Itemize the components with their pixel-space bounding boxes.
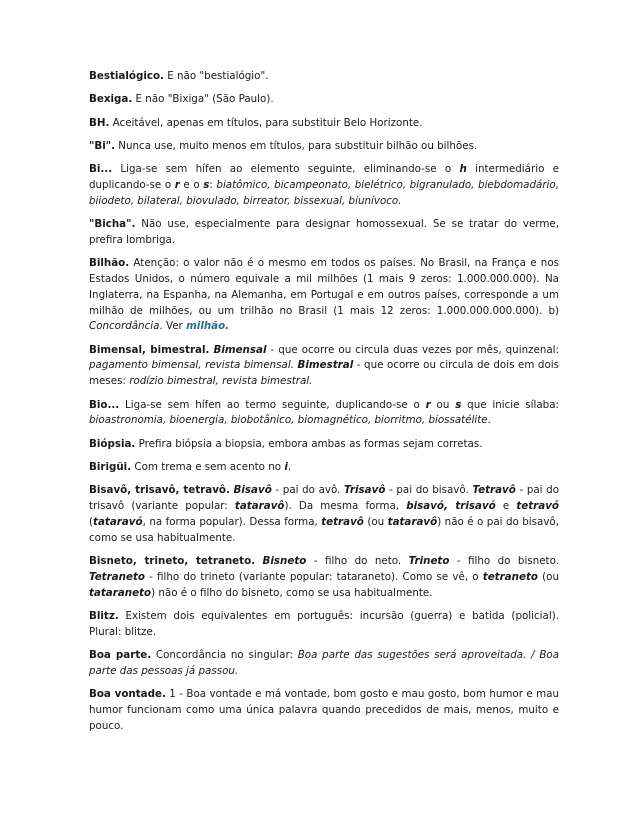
entry-blitz — [89, 609, 559, 641]
entry-bi-quoted — [89, 139, 559, 155]
example-text: biatômico, bicampeonato, bielétrico, bigranulado, biebdomadário, biiodeto, bilateral, biovulado, birreator, bissexual, biunívoco. — [89, 178, 559, 207]
definition-text: ou — [430, 398, 456, 411]
emphasis-term: bisavó, trisavó — [406, 500, 496, 513]
entry-bilhao — [89, 256, 559, 335]
example-text: pagamento bimensal, revista bimensal. — [89, 359, 294, 372]
definition-text: Liga-se sem hífen ao termo seguinte, duplicando-se o — [119, 398, 426, 411]
definition-text: Prefira biópsia a biopsia, embora ambas as formas sejam corretas. — [135, 437, 483, 450]
entry-bh — [89, 116, 559, 132]
emphasis-term: i — [284, 460, 288, 473]
definition-text: ) não é o pai do bisavô, como se usa habitualmente. — [89, 515, 559, 544]
emphasis-term: s — [455, 398, 462, 411]
definition-text: ( — [89, 515, 94, 528]
definition-text: ). Da mesma forma, — [284, 500, 407, 513]
emphasis-term: Tetravô — [472, 484, 516, 497]
entry-term: Bilhão. — [89, 257, 130, 270]
entry-term: Bi... — [89, 163, 113, 176]
emphasis-term: Bisavô — [233, 484, 272, 497]
entry-term: Boa parte. — [89, 648, 152, 661]
example-text: Boa parte das sugestões será aproveitada. / Boa parte das pessoas já passou. — [89, 648, 560, 677]
definition-text: Nunca use, muito menos em títulos, para substituir bilhão ou bilhões. — [115, 139, 478, 152]
emphasis-term: h — [459, 163, 467, 176]
emphasis-term: tetraneto — [482, 570, 538, 583]
definition-text: Liga-se sem hífen ao elemento seguinte, eliminando-se o — [112, 163, 460, 176]
entry-term: Boa vontade. — [89, 688, 166, 700]
definition-text: Atenção: o valor não é o mesmo em todos os países. No Brasil, na França e nos Estados Unidos, o número equivale a mil milhões (1 mais 9 zeros: 1.000.000.000). Na Inglaterra, na Espanha, na Alemanha, em Portugal e em outros países, corresponde a um milhão de milhões, ou um trilhão no Brasil (1 mais 12 zeros: 1.000.000.000.000). b) — [89, 257, 559, 317]
entry-term: Bimensal, bimestral. — [89, 343, 210, 356]
entry-term: Bexiga. — [89, 93, 133, 106]
entry-bicha — [89, 217, 559, 249]
definition-text: Aceitável, apenas em títulos, para substituir Belo Horizonte. — [109, 116, 423, 129]
definition-text: e o — [179, 178, 204, 191]
emphasis-term: tetravô — [321, 515, 364, 528]
example-text: bioastronomia, bioenergia, biobotânico, biomagnético, biorritmo, biossatélite — [89, 414, 488, 427]
entry-term: "Bicha". — [89, 218, 136, 231]
definition-text: - filho do trineto (variante popular: tataraneto). Como se vê, o — [144, 570, 483, 583]
entry-boa-parte — [89, 648, 559, 680]
definition-text: , na forma popular). Dessa forma, — [142, 515, 322, 528]
example-text: Concordância — [89, 320, 160, 333]
entry-birigui — [89, 460, 559, 476]
definition-text: Com trema e sem acento no — [131, 460, 285, 473]
emphasis-term: Bisneto — [262, 554, 307, 567]
entry-bi-prefix — [89, 162, 559, 209]
entry-bestialogico — [89, 69, 559, 85]
definition-text: - filho do neto. — [306, 554, 409, 567]
definition-text: - pai do bisavô. — [385, 484, 473, 497]
entry-term: Bestialógico. — [89, 70, 164, 82]
definition-text: e — [495, 500, 517, 513]
definition-text: - pai do trisavô (variante popular: — [89, 484, 559, 513]
emphasis-term: Trineto — [408, 554, 450, 567]
emphasis-term: r — [174, 178, 180, 191]
entry-term: Blitz. — [89, 609, 119, 622]
entry-bisavo — [89, 483, 559, 546]
definition-text: : — [209, 178, 217, 191]
entry-bexiga — [89, 92, 559, 108]
emphasis-term: tataravó — [93, 515, 143, 528]
definition-text: Existem dois equivalentes em português: incursão (guerra) e batida (policial). Plural: blitze. — [89, 609, 559, 638]
entry-term: Bio... — [89, 398, 120, 411]
entry-term: Biópsia. — [89, 437, 136, 450]
entry-bisneto — [89, 554, 559, 601]
definition-text: . Ver — [159, 320, 187, 333]
emphasis-term: Bimensal — [213, 343, 267, 356]
entry-term: Bisneto, trineto, tetraneto. — [89, 554, 256, 567]
definition-text: - que ocorre ou circula duas vezes por mês, quinzenal: — [266, 343, 559, 356]
definition-text: - pai do avô. — [271, 484, 345, 497]
entry-term: "Bi". — [89, 139, 116, 152]
entry-bimensal — [89, 343, 559, 390]
definition-text: Concordância no singular: — [151, 648, 298, 661]
example-text: rodízio bimestral, revista bimestral. — [129, 375, 313, 388]
entry-term: Bisavô, trisavô, tetravô. — [89, 484, 230, 497]
emphasis-term: s — [203, 178, 210, 191]
definition-text: (ou — [363, 515, 388, 528]
document-page — [89, 69, 559, 742]
definition-text: . — [487, 414, 491, 427]
definition-text: - que ocorre ou circula de dois em dois meses: — [89, 359, 559, 388]
emphasis-term: r — [425, 398, 431, 411]
definition-text: E não "bestialógio". — [163, 70, 269, 82]
definition-text: ) não é o filho do bisneto, como se usa habitualmente. — [151, 586, 433, 599]
definition-text: intermediário e duplicando-se o — [89, 163, 559, 191]
emphasis-term: Trisavô — [344, 484, 386, 497]
definition-text — [255, 555, 262, 567]
definition-text: E não "Bixiga" (São Paulo). — [132, 93, 274, 106]
emphasis-term: tataraneto — [89, 586, 152, 599]
entry-term: Birigüi. — [89, 460, 132, 473]
entry-bio — [89, 398, 559, 430]
entry-term: BH. — [89, 116, 110, 129]
entry-boa-vontade — [89, 687, 559, 734]
emphasis-term: tataravô — [387, 515, 438, 528]
definition-text: 1 - Boa vontade e má vontade, bom gosto e mau gosto, bom humor e mau humor funcionam como uma única palavra quando precedidos de mais, menos, muito e pouco. — [89, 688, 559, 732]
definition-text: Não use, especialmente para designar homossexual. Se se tratar do verme, prefira lombriga. — [89, 218, 559, 246]
emphasis-term: tetravó — [516, 500, 559, 513]
emphasis-term: Bimestral — [297, 359, 354, 372]
entry-biopsia — [89, 437, 559, 453]
definition-text: . — [287, 460, 292, 473]
definition-text: (ou — [537, 570, 559, 583]
definition-text: - filho do bisneto. — [449, 554, 559, 567]
emphasis-term: tataravô — [234, 500, 285, 513]
emphasis-term: Tetraneto — [89, 570, 145, 583]
cross-reference-link[interactable]: milhão. — [186, 320, 230, 333]
definition-text: que inicie sílaba: — [461, 398, 559, 411]
